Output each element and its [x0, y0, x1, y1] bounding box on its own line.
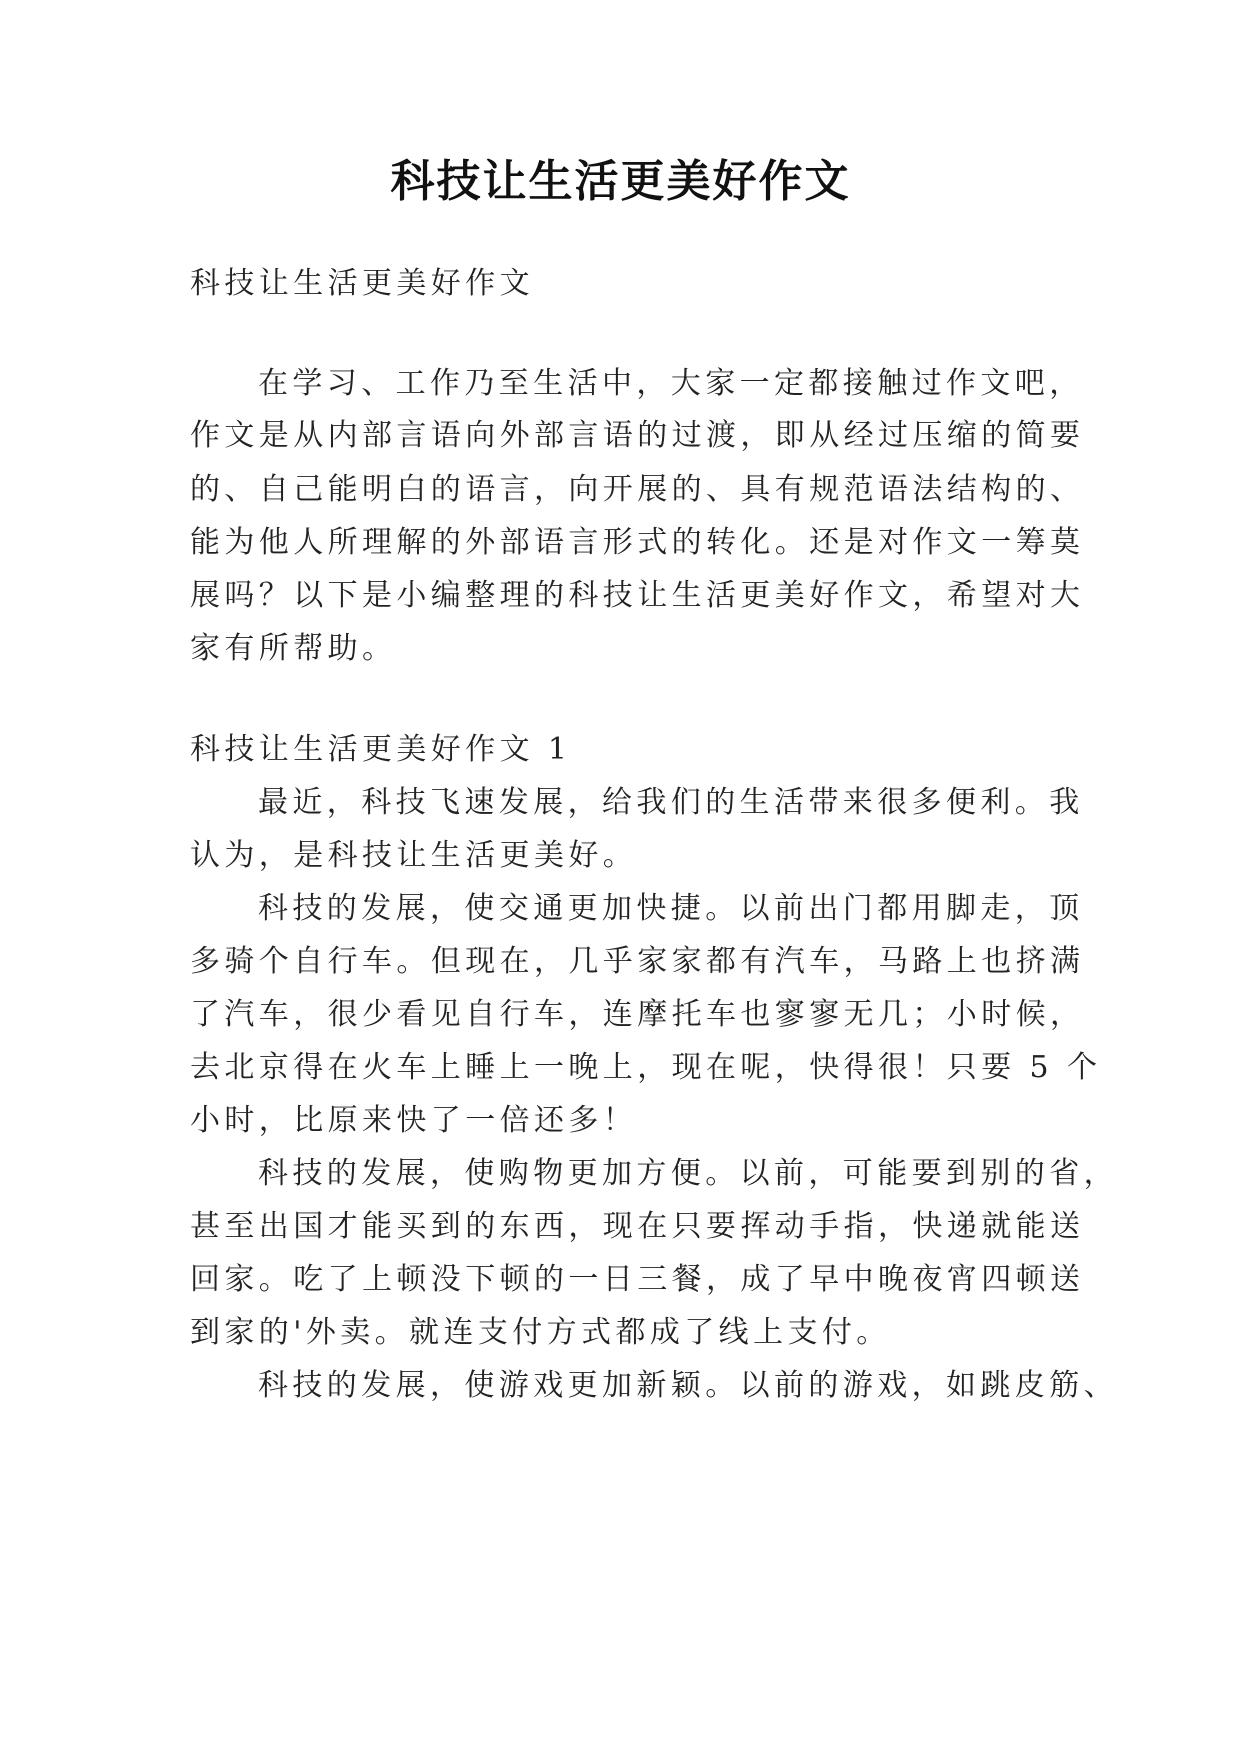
- document-subtitle: 科技让生活更美好作文: [190, 266, 534, 301]
- paragraph-line: 认为，是科技让生活更美好。: [190, 838, 638, 873]
- intro-line: 家有所帮助。: [190, 631, 397, 666]
- paragraph-line: 多骑个自行车。但现在，几乎家家都有汽车，马路上也挤满: [190, 944, 1085, 979]
- intro-line: 作文是从内部言语向外部言语的过渡，即从经过压缩的简要: [190, 418, 1085, 453]
- intro-line: 在学习、工作乃至生活中，大家一定都接触过作文吧，: [258, 366, 1084, 401]
- document-title: 科技让生活更美好作文: [390, 156, 851, 207]
- intro-line: 能为他人所理解的外部语言形式的转化。还是对作文一筹莫: [190, 525, 1085, 560]
- paragraph-line: 最近，科技飞速发展，给我们的生活带来很多便利。我: [258, 785, 1084, 820]
- paragraph-line: 甚至出国才能买到的东西，现在只要挥动手指，快递就能送: [190, 1209, 1085, 1244]
- intro-line: 展吗？以下是小编整理的科技让生活更美好作文，希望对大: [190, 578, 1085, 613]
- paragraph-line: 小时，比原来快了一倍还多！: [190, 1103, 638, 1138]
- paragraph-line: 科技的发展，使购物更加方便。以前，可能要到别的省，: [258, 1156, 1118, 1191]
- paragraph-line: 科技的发展，使游戏更加新颖。以前的游戏，如跳皮筋、: [258, 1368, 1118, 1403]
- paragraph-line: 回家。吃了上顿没下顿的一日三餐，成了早中晚夜宵四顿送: [190, 1262, 1085, 1297]
- section-heading: 科技让生活更美好作文 1: [190, 732, 572, 767]
- paragraph-line: 去北京得在火车上睡上一晚上，现在呢，快得很！只要 5 个: [190, 1050, 1102, 1085]
- paragraph-line: 了汽车，很少看见自行车，连摩托车也寥寥无几；小时候，: [190, 997, 1085, 1032]
- intro-line: 的、自己能明白的语言，向开展的、具有规范语法结构的、: [190, 472, 1085, 507]
- paragraph-line: 到家的'外卖。就连支付方式都成了线上支付。: [190, 1315, 891, 1350]
- paragraph-line: 科技的发展，使交通更加快捷。以前出门都用脚走，顶: [258, 891, 1084, 926]
